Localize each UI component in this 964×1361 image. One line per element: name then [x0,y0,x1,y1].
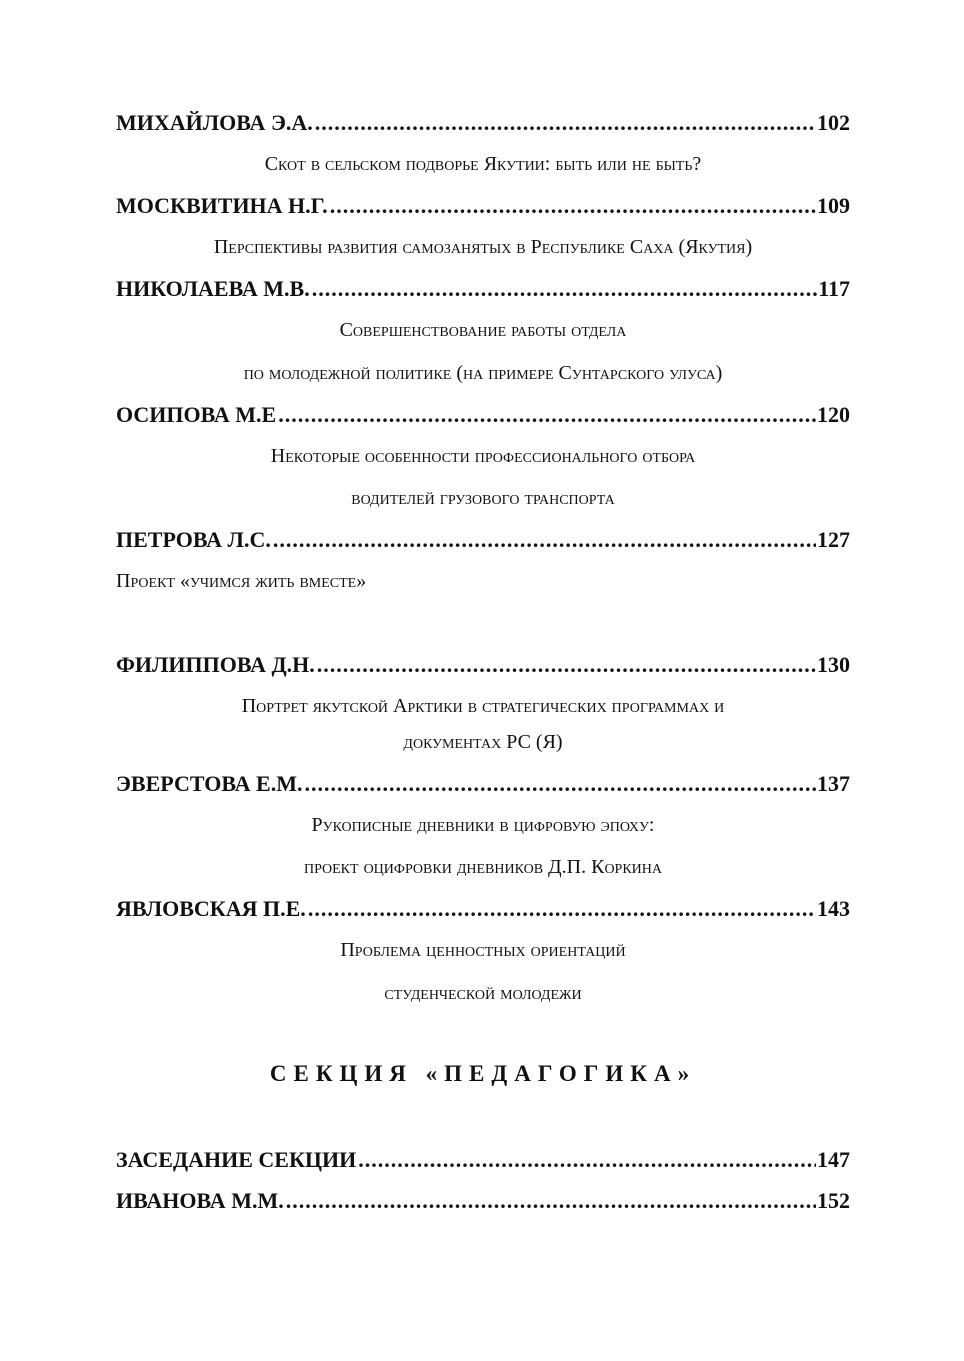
page-number: 109 [817,193,850,218]
toc-entry [116,193,850,219]
article-title: по молодежной политике (на примере Сунтарского улуса) [243,362,723,384]
leader-dots [317,652,816,678]
toc-entry [116,1188,850,1214]
leader-dots [304,771,816,797]
article-title: Рукописные дневники в цифровую эпоху: [311,814,655,836]
author-name: МИХАЙЛОВА Э.А. [116,110,313,135]
page-number: 147 [817,1147,850,1172]
author-name: ФИЛИППОВА Д.Н. [116,652,315,677]
article-title: Проблема ценностных ориентаций [340,939,626,961]
page-number: 120 [817,402,850,427]
toc-entry [116,652,850,678]
leader-dots [315,110,816,136]
article-title: документах РС (Я) [403,731,563,753]
leader-dots [312,276,817,302]
toc-entry [116,896,850,922]
section-entry-name: ЗАСЕДАНИЕ СЕКЦИИ [116,1147,357,1172]
page-number: 130 [817,652,850,677]
author-name: ОСИПОВА М.Е [116,402,277,427]
section-heading: СЕКЦИЯ «ПЕДАГОГИКА» [269,1061,697,1086]
article-title: водителей грузового транспорта [351,487,615,509]
page-number: 117 [818,276,850,301]
author-name: ИВАНОВА М.М. [116,1188,284,1213]
author-name: МОСКВИТИНА Н.Г. [116,193,328,218]
leader-dots [273,527,816,553]
page-number: 152 [817,1188,850,1213]
author-name: ЭВЕРСТОВА Е.М. [116,771,303,796]
toc-entry [116,276,850,302]
toc-entry [116,402,850,428]
leader-dots [278,402,816,428]
article-title: Перспективы развития самозанятых в Республике Саха (Якутия) [213,236,753,258]
leader-dots [358,1147,816,1173]
article-title: студенческой молодежи [384,982,582,1004]
leader-dots [330,193,816,219]
article-title: проект оцифровки дневников Д.П. Коркина [303,856,663,878]
page-number: 127 [817,527,850,552]
toc-entry [116,1147,850,1173]
author-name: ЯВЛОВСКАЯ П.Е. [116,896,306,921]
toc-entry [116,527,850,553]
article-title: Совершенствование работы отдела [339,319,627,341]
article-title: Проект «учимся жить вместе» [116,570,367,592]
toc-entry [116,771,850,797]
page-number: 143 [817,896,850,921]
article-title: Некоторые особенности профессионального отбора [270,445,696,467]
toc-entry [116,110,850,136]
author-name: НИКОЛАЕВА М.В. [116,276,310,301]
page-number: 102 [817,110,850,135]
author-name: ПЕТРОВА Л.С. [116,527,271,552]
leader-dots [308,896,816,922]
article-title: Портрет якутской Арктики в стратегических программах и [241,695,725,717]
page-number: 137 [817,771,850,796]
leader-dots [286,1188,816,1214]
article-title: Скот в сельском подворье Якутии: быть или не быть? [264,153,702,175]
